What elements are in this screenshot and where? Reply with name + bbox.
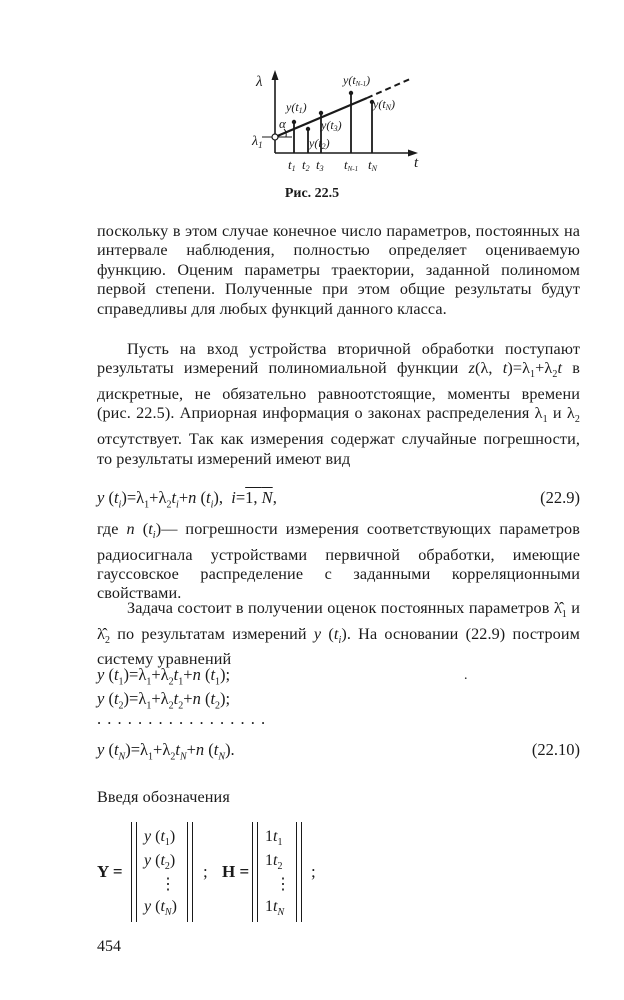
matrix-Y-row-N: y $(t_N)$ (144, 898, 177, 919)
alpha-label: α (279, 116, 286, 131)
tick-tN: tN (368, 157, 377, 173)
matrix-Y-row-2: y $(t_2)$ (144, 852, 176, 873)
stray-dot: . (464, 668, 468, 683)
matrix-H-left-bar2 (257, 822, 258, 922)
y-axis-label: λ (256, 74, 263, 90)
y-axis-arrow (272, 70, 279, 80)
matrix-H-row-N: $1t_N$ (265, 898, 285, 919)
x-axis-label: t (414, 155, 419, 171)
paragraph-1: поскольку в этом случае конечное число параметров, постоянных на интервале наблюдения, полностью определяет оцениваемую функцию. Оценим параметры траектории, заданной полиномом первой степени. Полученные при этом общие результаты будут справедливы для любых функций данного класса. (97, 222, 580, 318)
label-yt1: y(t1) (286, 100, 307, 115)
intro-notation: Введя обозначения (97, 788, 230, 806)
equation-number-22-10: (22.10) (531, 740, 580, 759)
matrix-Y-label: Y = (97, 862, 123, 881)
lambda1-label: $\lambda_1$ (252, 134, 263, 150)
point-tN1 (349, 91, 353, 95)
matrix-Y-left-bar1 (131, 822, 132, 922)
matrix-separator: ; (203, 862, 208, 881)
point-t3 (319, 111, 323, 115)
matrix-H-vdots: ⋮ (275, 876, 291, 893)
point-t1 (292, 120, 296, 124)
tick-tN1: tN-1 (344, 157, 359, 173)
label-yt3: y(t3) (321, 118, 342, 133)
equation-22-9: y $(t_i)=\lambda_1+\lambda_2t_i+n$ $(t_i)$, i=1, N, (22.9) (97, 488, 580, 511)
paragraph-3: где n $(t_i)—$ погрешности измерения соответствующих параметров радиосигнала устройствами первичной обработки, имеющие гауссовское распределение с заданными корреляционными свойствами. (97, 520, 580, 603)
tick-t1: t1 (288, 157, 296, 173)
point-t2 (306, 127, 310, 131)
system-line-1: y $(t_1)=\lambda_1+\lambda_2t_1+n$ $(t_1)$; (97, 665, 231, 688)
matrix-H-row-1: $1t_1$ (265, 828, 283, 849)
trend-line-dashed (367, 79, 410, 98)
matrix-end: ; (311, 862, 316, 881)
matrix-H-label: H = (222, 862, 250, 881)
tick-t2: t2 (302, 157, 310, 173)
label-ytN: y(tN) (373, 97, 395, 112)
lambda1-marker (272, 134, 278, 140)
figure-22-5 (0, 0, 624, 200)
page-number: 454 (97, 938, 121, 955)
matrix-Y-left-bar2 (136, 822, 137, 922)
label-yt2: y(t2) (309, 136, 330, 151)
system-dots: . . . . . . . . . . . . . . . . . (97, 709, 267, 728)
matrix-Y-row-1: y $(t_1)$ (144, 828, 176, 849)
matrix-Y-right-bar2 (192, 822, 193, 922)
label-ytN1: y(tN-1) (343, 73, 371, 88)
equation-number-22-9: (22.9) (540, 488, 580, 507)
matrix-H-left-bar1 (252, 822, 253, 922)
figure-caption: Рис. 22.5 (284, 186, 340, 201)
matrix-H-row-2: $1t_2$ (265, 852, 283, 873)
system-line-N: y $(t_N)=\lambda_1+\lambda_2t_N+n$ $(t_N)$. (22.10) (97, 740, 580, 763)
matrix-H-right-bar2 (301, 822, 302, 922)
tick-t3: t3 (316, 157, 324, 173)
paragraph-2: Пусть на вход устройства вторичной обработки поступают результаты измерений полиномиальной функции z(λ, $t)=\lambda_1+\lambda_2t$ в дискретные, не обязательно равноотстоящие, моменты времени (рис. 22.5). Априорная информация о законах распределения $\lambda_1$ и $\lambda_2$ отсутствует. Так как измерения содержат случайные погрешности, то результаты измерений имеют вид (97, 340, 581, 468)
paragraph-4: Задача состоит в получении оценок постоянных параметров $\lambdâ_1$ и $\lambdâ_2$ по результатам измерений y $(t_i)$. На основании (22.9) построим систему уравнений (97, 599, 580, 669)
matrix-H-right-bar1 (296, 822, 297, 922)
matrix-Y-right-bar1 (187, 822, 188, 922)
system-line-2: y $(t_2)=\lambda_1+\lambda_2t_2+n$ $(t_2)$; (97, 689, 231, 712)
matrix-Y-vdots: ⋮ (160, 876, 176, 893)
